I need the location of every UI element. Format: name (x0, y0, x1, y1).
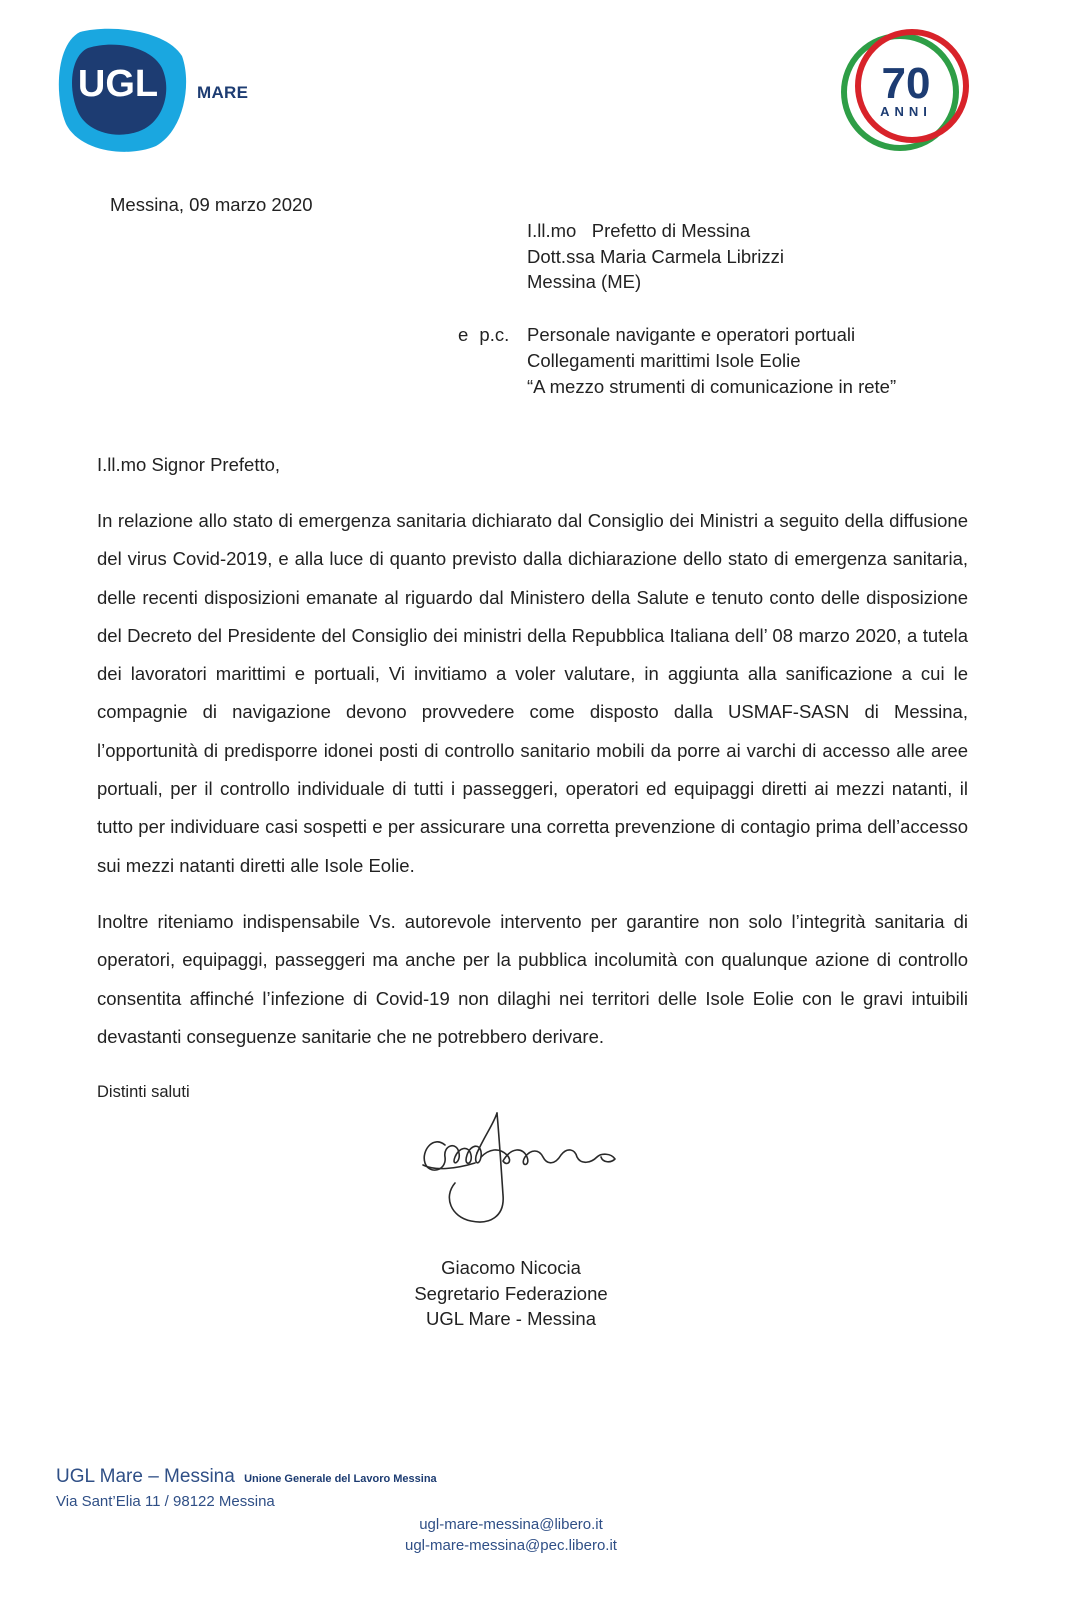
footer-contacts (380, 1514, 642, 1556)
signer-role: Segretario Federazione (414, 1282, 608, 1304)
signature-image (415, 1105, 625, 1235)
footer-org-full: Unione Generale del Lavoro Messina (244, 1473, 437, 1485)
signer-name: Giacomo Nicocia (441, 1257, 581, 1278)
ugl-logo (58, 26, 188, 154)
ugl-logo-subtitle: MARE (197, 83, 249, 102)
footer-pec-link[interactable]: ugl-mare-messina@pec.libero.it (405, 1537, 617, 1554)
anniversary-word: ANNI (880, 104, 932, 119)
anniversary-logo (840, 26, 972, 154)
footer-address: Via Sant’Elia 11 / 98122 Messina (56, 1493, 275, 1510)
letter-date: Messina, 09 marzo 2020 (110, 194, 313, 215)
footer-org (56, 1466, 437, 1488)
cc-block (527, 322, 896, 400)
signer-block (380, 1255, 642, 1332)
recipient-line: Dott.ssa Maria Carmela Librizzi (527, 245, 785, 267)
footer-org-name: UGL Mare – Messina (56, 1466, 235, 1487)
signer-org: UGL Mare - Messina (426, 1308, 596, 1329)
body-paragraph: In relazione allo stato di emergenza sanitaria dichiarato dal Consiglio dei Ministri a seguito della diffusione del virus Covid-2019, e alla luce di quanto previsto dalla dichiarazione dello stato di emergenza sanitaria, delle recenti disposizioni emanate al riguardo dal Ministero della Salute e tenuto conto delle disposizione del Decreto del Presidente del Consiglio dei ministri della Repubblica Italiana dell’ 08 marzo 2020, a tutela dei lavoratori marittimi e portuali, Vi invitiamo a voler valutare, in aggiunta alla sanificazione a cui le compagnie di navigazione devono provvedere come disposto dalla USMAF-SASN di Messina, l’opportunità di predisporre idonei posti di controllo sanitario mobili da porre ai varchi di accesso alle aree portuali, per il controllo individuale di tutti i passeggeri, operatori ed equipaggi diretti ai mezzi natanti, il tutto per individuare casi sospetti e per assicurare una corretta prevenzione di contagio prima dell’accesso sui mezzi natanti diretti alle Isole Eolie. (97, 510, 968, 876)
recipient-line: Messina (ME) (527, 271, 642, 292)
body-paragraph: Inoltre riteniamo indispensabile Vs. autorevole intervento per garantire non solo l’integrità sanitaria di operatori, equipaggi, passeggeri ma anche per la pubblica incolumità con qualunque azione di controllo consentita affinché l’infezione di Covid-19 non dilaghi nei territori delle Isole Eolie con le gravi intuibili devastanti conseguenze sanitarie che ne potrebbero derivare. (97, 911, 968, 1047)
recipient-block (527, 218, 784, 295)
footer-email-link[interactable]: ugl-mare-messina@libero.it (419, 1516, 603, 1533)
ugl-logo-text: UGL (77, 63, 159, 105)
recipient-line: I.ll.mo Prefetto di Messina (527, 220, 751, 241)
cc-line: Collegamenti marittimi Isole Eolie (527, 350, 801, 371)
cc-line: “A mezzo strumenti di comunicazione in rete” (527, 376, 897, 397)
anniversary-number: 70 (881, 59, 931, 108)
cc-line: Personale navigante e operatori portuali (527, 324, 856, 345)
salutation: I.ll.mo Signor Prefetto, (97, 454, 281, 475)
cc-label: e p.c. (458, 324, 510, 345)
closing: Distinti saluti (97, 1083, 190, 1101)
